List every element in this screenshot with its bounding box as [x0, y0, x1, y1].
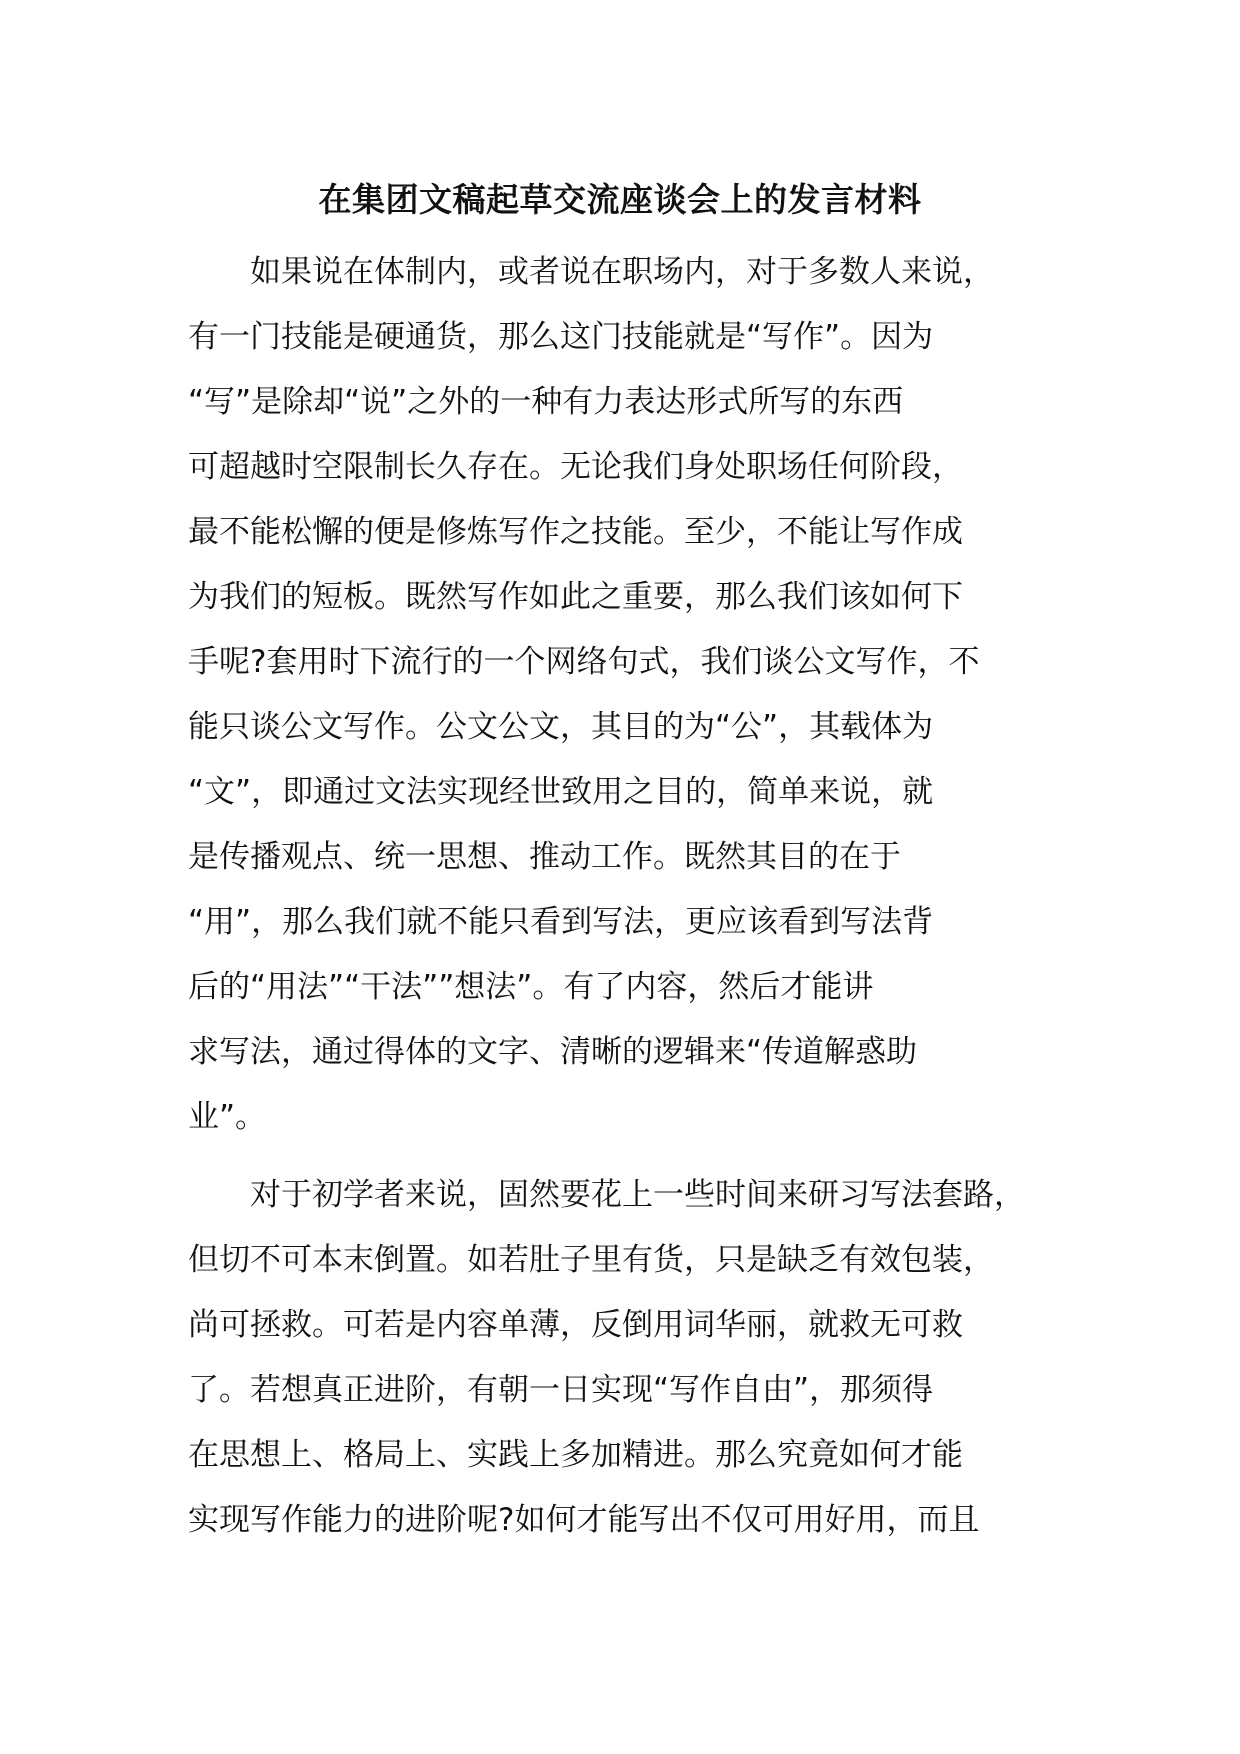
paragraph-line: “文”，即通过文法实现经世致用之目的，简单来说，就 [188, 774, 934, 810]
paragraph-2 [188, 1163, 1088, 1553]
paragraph-line: 尚可拯救。可若是内容单薄，反倒用词华丽，就救无可救 [188, 1307, 963, 1343]
paragraph-line: 求写法，通过得体的文字、清晰的逻辑来“传道解惑助 [188, 1034, 918, 1070]
paragraph-line: 最不能松懈的便是修炼写作之技能。至少，不能让写作成 [188, 514, 963, 550]
paragraph-line: 如果说在体制内，或者说在职场内，对于多数人来说， [188, 254, 994, 290]
paragraph-line: 能只谈公文写作。公文公文，其目的为“公”，其载体为 [188, 709, 934, 745]
paragraph-line: “用”，那么我们就不能只看到写法，更应该看到写法背 [188, 904, 934, 940]
paragraph-line: 在思想上、格局上、实践上多加精进。那么究竟如何才能 [188, 1437, 963, 1473]
paragraph-1 [188, 240, 1088, 1150]
paragraph-line: 有一门技能是硬通货，那么这门技能就是“写作”。因为 [188, 319, 934, 355]
paragraph-line: 为我们的短板。既然写作如此之重要，那么我们该如何下 [188, 579, 963, 615]
paragraph-line: 是传播观点、统一思想、推动工作。既然其目的在于 [188, 839, 901, 875]
paragraph-line: 后的“用法”“干法””想法”。有了内容，然后才能讲 [188, 969, 874, 1005]
paragraph-line: 手呢?套用时下流行的一个网络句式，我们谈公文写作，不 [188, 644, 980, 680]
paragraph-line: 但切不可本末倒置。如若肚子里有货，只是缺乏有效包装， [188, 1242, 994, 1278]
paragraph-line: 业”。 [188, 1099, 267, 1135]
document-title: 在集团文稿起草交流座谈会上的发言材料 [318, 180, 922, 219]
paragraph-line: 可超越时空限制长久存在。无论我们身处职场任何阶段， [188, 449, 963, 485]
paragraph-line: “写”是除却“说”之外的一种有力表达形式所写的东西 [188, 384, 904, 420]
paragraph-line: 了。若想真正进阶，有朝一日实现“写作自由”，那须得 [188, 1372, 934, 1408]
paragraph-line: 实现写作能力的进阶呢?如何才能写出不仅可用好用，而且 [188, 1502, 980, 1538]
paragraph-line: 对于初学者来说，固然要花上一些时间来研习写法套路， [188, 1177, 1025, 1213]
